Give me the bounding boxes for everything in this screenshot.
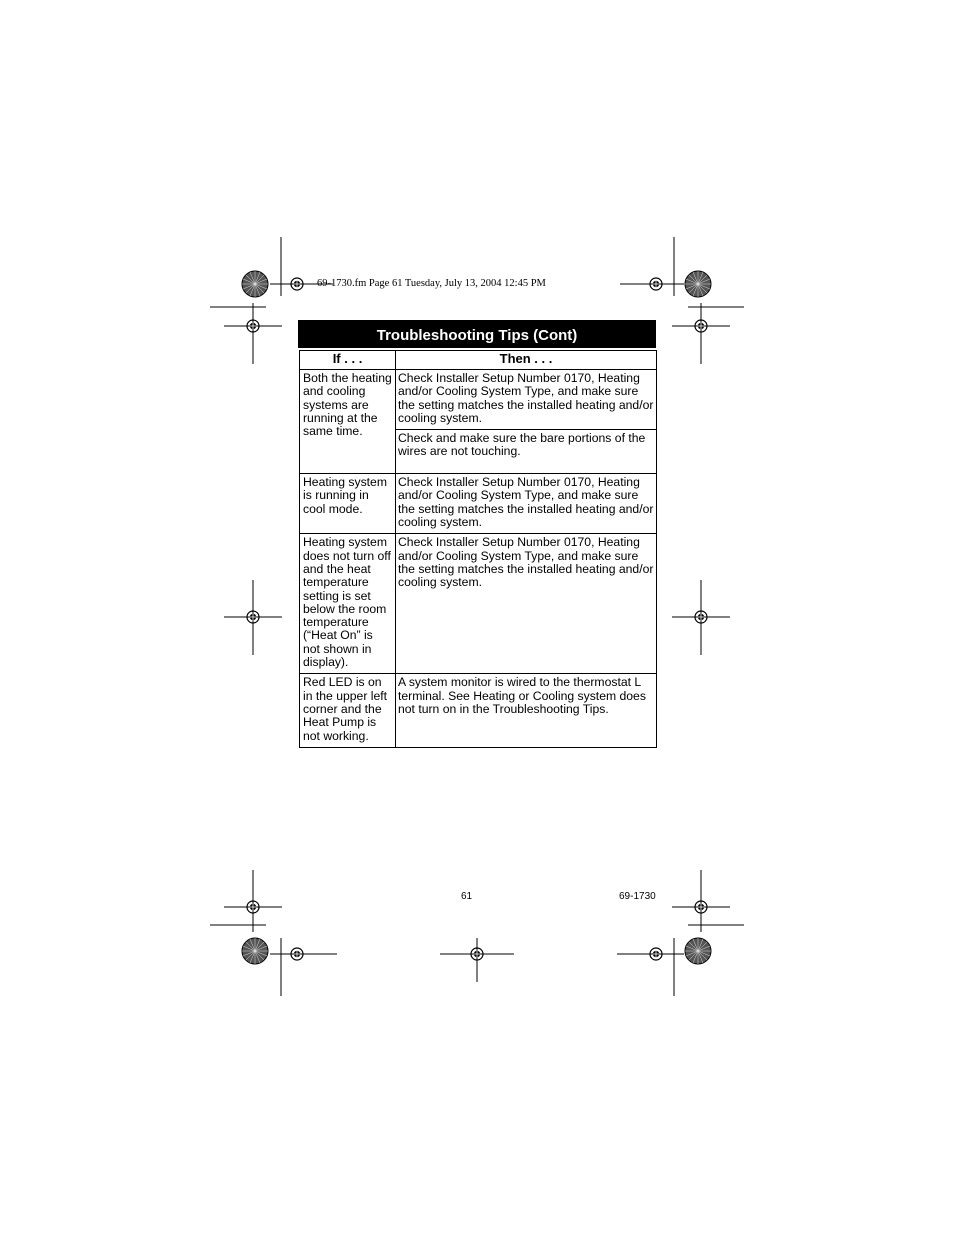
page-number: 61 (461, 891, 473, 902)
section-title: Troubleshooting Tips (Cont) (298, 320, 656, 348)
action-cell: A system monitor is wired to the thermostat L terminal. See Heating or Cooling system does not turn on in the Troubleshooting Tips. (396, 674, 657, 747)
print-header-line: 69-1730.fm Page 61 Tuesday, July 13, 2004 12:45 PM (317, 278, 546, 289)
condition-cell: Heating system is running in cool mode. (300, 474, 396, 534)
column-header-if: If . . . (300, 351, 396, 370)
table-row (300, 474, 657, 534)
table-row (300, 534, 657, 674)
starburst-mark-top-left (242, 271, 268, 297)
document-number: 69-1730 (619, 891, 656, 902)
action-cell: Check Installer Setup Number 0170, Heating and/or Cooling System Type, and make sure the setting matches the installed heating and/or cooling system. (396, 474, 657, 534)
table-row (300, 370, 657, 430)
action-cell: Check Installer Setup Number 0170, Heating and/or Cooling System Type, and make sure the setting matches the installed heating and/or cooling system. (396, 370, 657, 430)
starburst-mark-bottom-right (685, 938, 711, 964)
troubleshooting-table (299, 350, 657, 748)
table-header-row (300, 351, 657, 370)
condition-cell: Both the heating and cooling systems are running at the same time. (300, 370, 396, 474)
action-cell: Check Installer Setup Number 0170, Heating and/or Cooling System Type, and make sure the setting matches the installed heating and/or cooling system. (396, 534, 657, 674)
starburst-mark-bottom-left (242, 938, 268, 964)
action-cell: Check and make sure the bare portions of the wires are not touching. (396, 430, 657, 474)
condition-cell: Red LED is on in the upper left corner and the Heat Pump is not working. (300, 674, 396, 747)
condition-cell: Heating system does not turn off and the heat temperature setting is set below the room temperature (“Heat On” is not shown in display). (300, 534, 396, 674)
column-header-then: Then . . . (396, 351, 657, 370)
starburst-mark-top-right (685, 271, 711, 297)
table-row (300, 674, 657, 747)
